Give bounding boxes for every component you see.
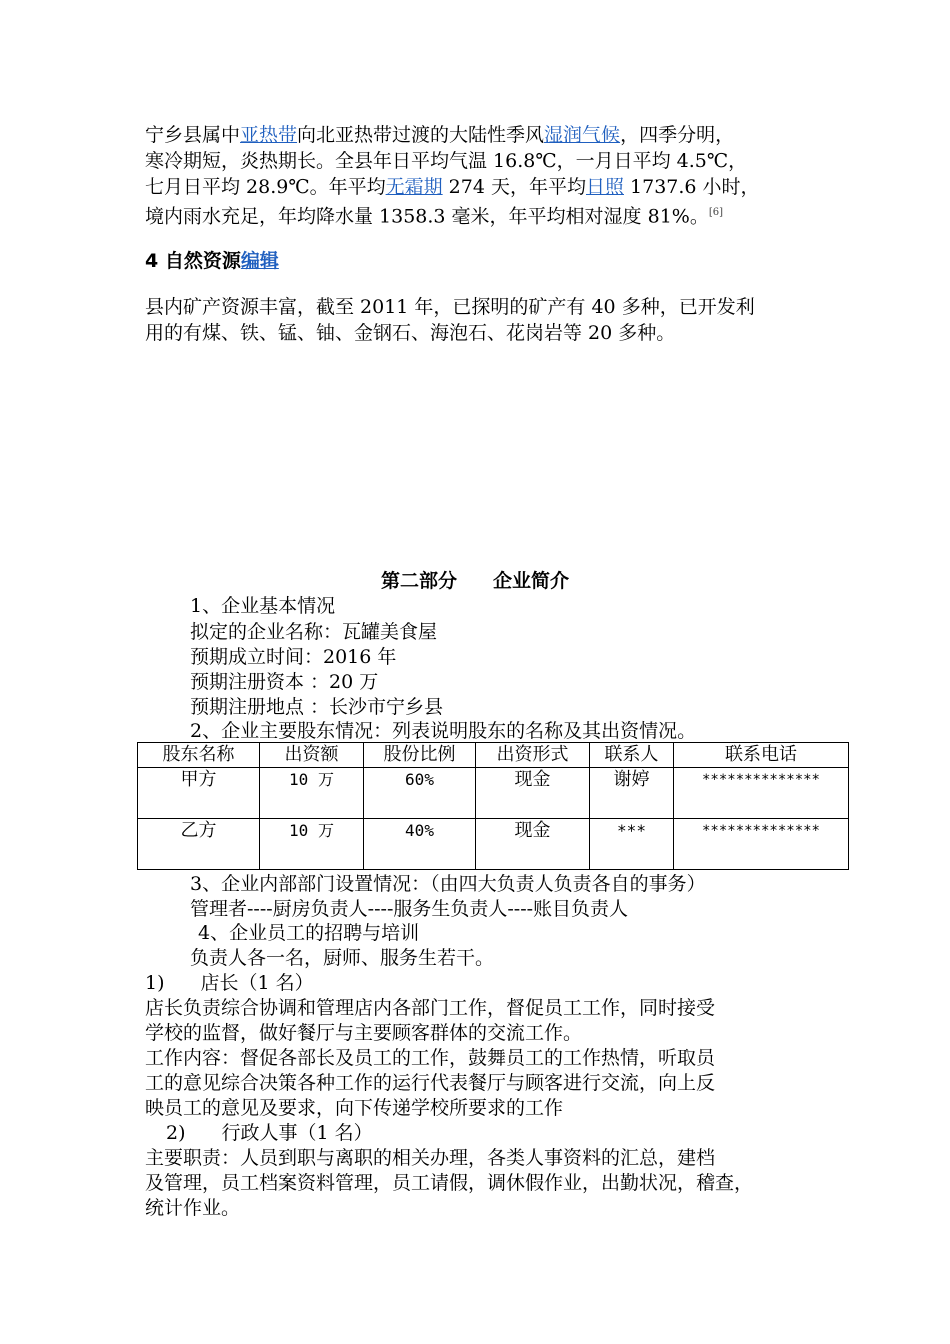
cell-contact: *** [590,819,674,870]
item-number: 1) [145,972,165,994]
climate-line-2: 寒冷期短，炎热期长。全县年日平均气温 16.8℃，一月日平均 4.5℃， [145,150,748,172]
climate-line-1 [145,122,734,148]
climate-line-4 [145,200,723,229]
resources-line-1: 县内矿产资源丰富，截至 2011 年，已探明的矿产有 40 多种，已开发利 [145,296,755,318]
cell-ratio: 40% [364,819,476,870]
basic-info-heading: 1、企业基本情况 [190,595,336,617]
link-sunshine[interactable]: 日照 [585,176,624,198]
table-row [138,819,849,870]
table-header-row [138,743,849,768]
item-2-line-1: 主要职责：人员到职与离职的相关办理，各类人事资料的汇总，建档 [145,1147,716,1169]
item-2-title-line [166,1120,373,1146]
citation-ref[interactable]: [6] [708,207,724,218]
item-1-line-2: 学校的监督，做好餐厅与主要顾客群体的交流工作。 [145,1022,583,1044]
heading-text: 4 自然资源 [145,250,241,272]
cell-shareholder: 甲方 [138,768,260,819]
item-title: 店长（1 名） [200,972,314,994]
company-name-line: 拟定的企业名称：瓦罐美食屋 [190,621,438,643]
founding-time-line: 预期成立时间：2016 年 [190,646,397,668]
item-number: 2) [166,1122,186,1144]
item-1-line-3: 工作内容：督促各部长及员工的工作，鼓舞员工的工作热情，听取员 [145,1047,716,1069]
part-title-b: 企业简介 [493,570,570,592]
cell-contact: 谢婷 [590,768,674,819]
header-ratio: 股份比例 [364,743,476,768]
cell-phone: ************** [674,819,849,870]
text: 七月日平均 28.9℃。年平均 [145,176,386,198]
header-phone: 联系电话 [674,743,849,768]
cell-form: 现金 [476,819,590,870]
item-2-line-2: 及管理，员工档案资料管理，员工请假，调休假作业，出勤状况，稽查， [145,1172,754,1194]
link-subtropical[interactable]: 亚热带 [240,124,298,146]
link-humid-climate[interactable]: 湿润气候 [544,124,621,146]
text: 宁乡县属中 [145,124,241,146]
table-row [138,768,849,819]
part-title [0,566,950,593]
text: 274 天，年平均 [442,176,586,198]
departments-chain: 管理者----厨房负责人----服务生负责人----账目负责人 [190,898,629,920]
location-line: 预期注册地点 ：长沙市宁乡县 [190,696,444,718]
item-1-line-5: 映员工的意见及要求，向下传递学校所要求的工作 [145,1097,564,1119]
capital-line: 预期注册资本 ：20 万 [190,671,379,693]
staff-heading: 4、企业员工的招聘与培训 [198,922,420,944]
part-title-a: 第二部分 [380,570,457,592]
item-title: 行政人事（1 名） [221,1122,373,1144]
cell-form: 现金 [476,768,590,819]
item-1-line-1: 店长负责综合协调和管理店内各部门工作，督促员工工作，同时接受 [145,997,716,1019]
shareholder-heading: 2、企业主要股东情况：列表说明股东的名称及其出资情况。 [190,720,697,742]
text: 向北亚热带过渡的大陆性季风 [297,124,545,146]
cell-shareholder: 乙方 [138,819,260,870]
cell-amount: 10 万 [260,768,364,819]
item-2-line-3: 统计作业。 [145,1197,241,1219]
link-frost-free[interactable]: 无霜期 [385,176,443,198]
text: 境内雨水充足，年均降水量 1358.3 毫米，年平均相对湿度 81%。 [145,205,709,228]
resources-line-2: 用的有煤、铁、锰、铀、金钢石、海泡石、花岗岩等 20 多种。 [145,322,676,344]
text: 1737.6 小时， [624,176,760,198]
section-heading-resources [145,246,279,273]
staff-summary: 负责人各一名，厨师、服务生若干。 [190,947,495,969]
edit-link[interactable]: 编辑 [240,250,279,272]
header-amount: 出资额 [260,743,364,768]
climate-line-3 [145,174,760,200]
cell-phone: ************** [674,768,849,819]
header-contact: 联系人 [590,743,674,768]
cell-ratio: 60% [364,768,476,819]
text: ，四季分明， [620,124,735,146]
cell-amount: 10 万 [260,819,364,870]
shareholder-table [137,742,849,870]
departments-heading: 3、企业内部部门设置情况：（由四大负责人负责各自的事务） [190,873,706,895]
item-1-line-4: 工的意见综合决策各种工作的运行代表餐厅与顾客进行交流，向上反 [145,1072,716,1094]
item-1-title-line [145,970,314,996]
header-form: 出资形式 [476,743,590,768]
header-shareholder: 股东名称 [138,743,260,768]
